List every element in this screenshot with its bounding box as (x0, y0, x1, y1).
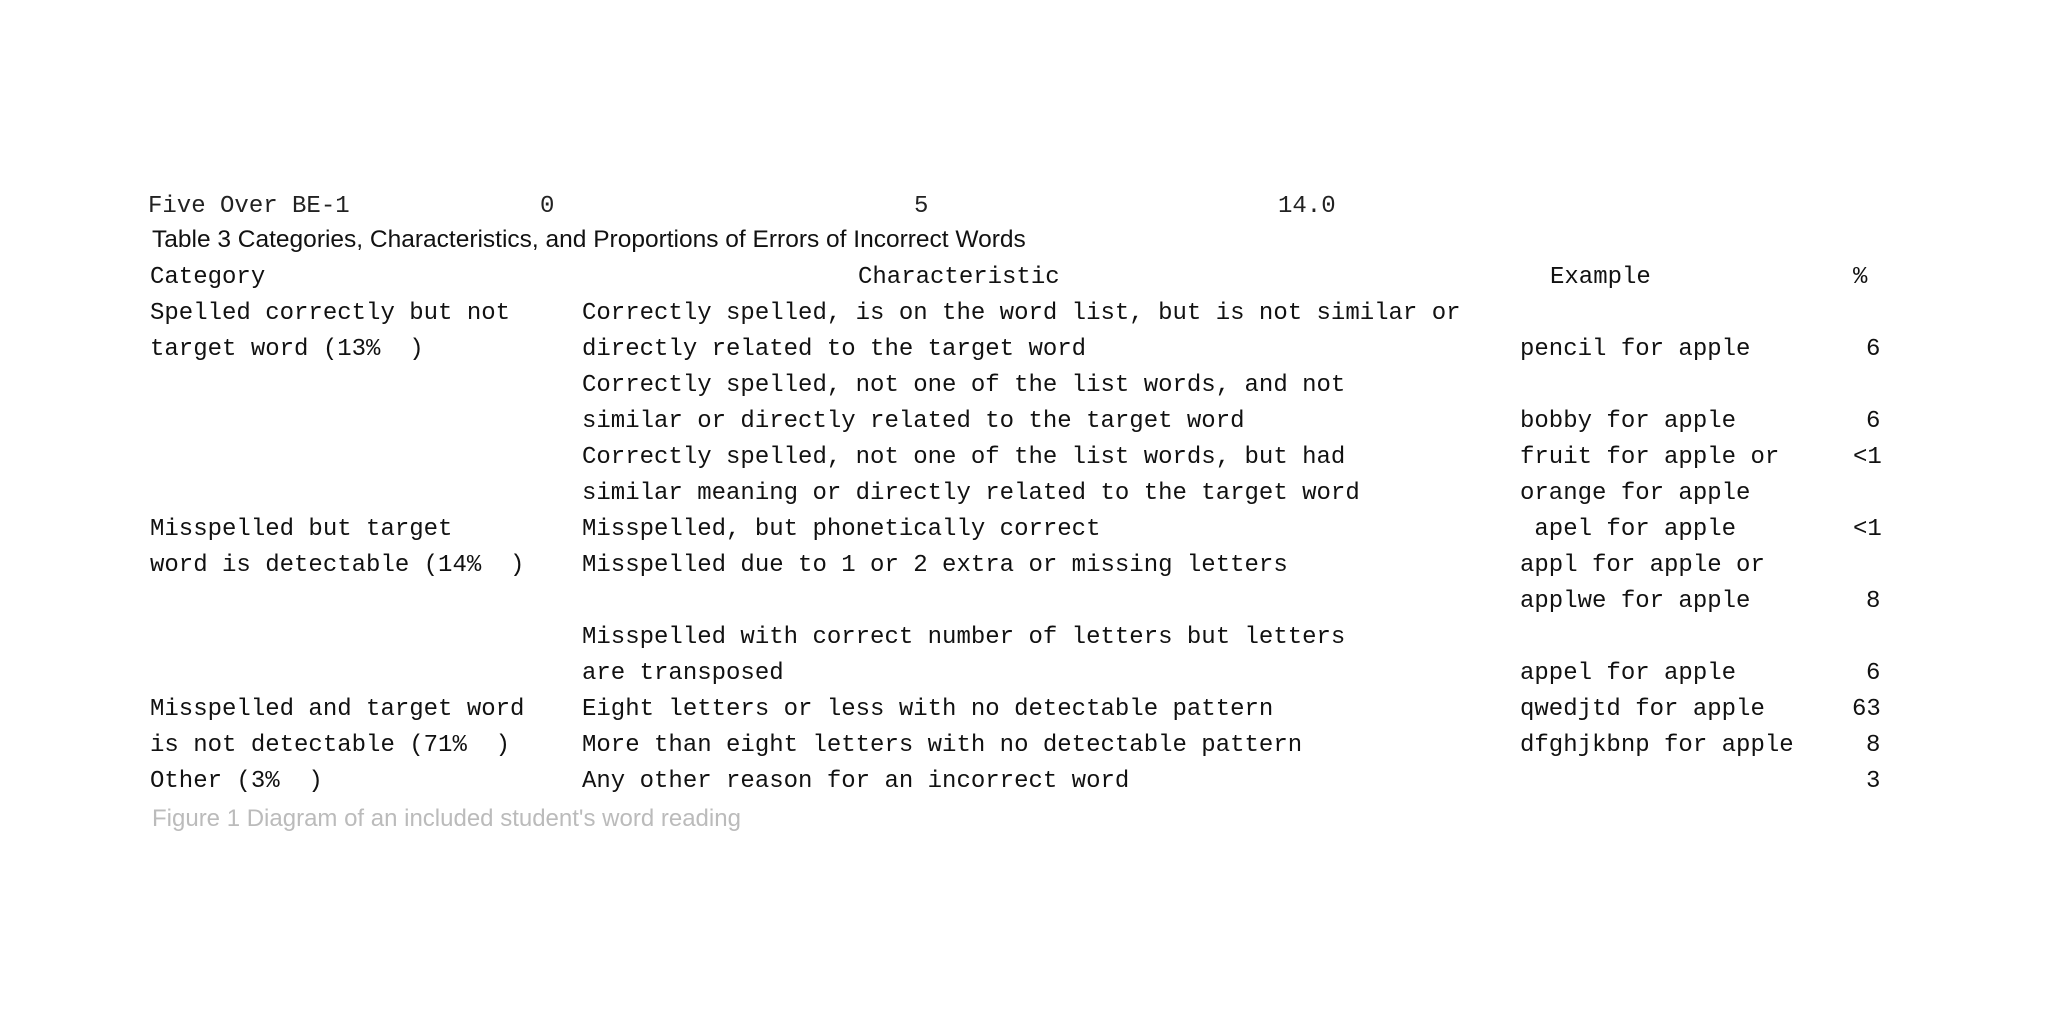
percent-cell: 63 (1852, 696, 1881, 723)
cutoff-cell-label: Five Over BE-1 (148, 193, 350, 220)
cutoff-cell-value: 0 (540, 193, 555, 220)
characteristic-cell: Correctly spelled, not one of the list words, but had (582, 444, 1346, 471)
table-caption: Table 3 Categories, Characteristics, and Proportions of Errors of Incorrect Words (152, 226, 1026, 253)
example-cell: appl for apple or (1520, 552, 1765, 579)
cutoff-cell-value: 14.0 (1278, 193, 1336, 220)
percent-cell: 3 (1866, 768, 1881, 795)
header-percent: % (1853, 264, 1868, 291)
characteristic-cell: Eight letters or less with no detectable pattern (582, 696, 1274, 723)
example-cell: applwe for apple (1520, 588, 1751, 615)
percent-cell: 8 (1866, 732, 1881, 759)
characteristic-cell: are transposed (582, 660, 784, 687)
percent-cell: <1 (1853, 444, 1882, 471)
characteristic-cell: Any other reason for an incorrect word (582, 768, 1130, 795)
percent-cell: <1 (1853, 516, 1882, 543)
example-cell: appel for apple (1520, 660, 1737, 687)
header-example: Example (1550, 264, 1651, 291)
cutoff-cell-value: 5 (914, 193, 929, 220)
example-cell: pencil for apple (1520, 336, 1751, 363)
characteristic-cell: Misspelled, but phonetically correct (582, 516, 1101, 543)
category-cell: Other (3% ) (150, 768, 323, 795)
example-cell: fruit for apple or (1520, 444, 1780, 471)
example-cell: dfghjkbnp for apple (1520, 732, 1794, 759)
category-cell: target word (13% ) (150, 336, 424, 363)
category-cell: is not detectable (71% ) (150, 732, 511, 759)
percent-cell: 6 (1866, 336, 1881, 363)
characteristic-cell: Correctly spelled, not one of the list words, and not (582, 372, 1346, 399)
example-cell: apel for apple (1520, 516, 1737, 543)
category-cell: Misspelled and target word (150, 696, 525, 723)
category-cell: Misspelled but target (150, 516, 453, 543)
characteristic-cell: Misspelled with correct number of letters but letters (582, 624, 1346, 651)
percent-cell: 8 (1866, 588, 1881, 615)
category-cell: word is detectable (14% ) (150, 552, 525, 579)
characteristic-cell: directly related to the target word (582, 336, 1087, 363)
cutoff-next-caption (148, 804, 1448, 832)
characteristic-cell: similar or directly related to the target word (582, 408, 1245, 435)
characteristic-cell: similar meaning or directly related to the target word (582, 480, 1360, 507)
header-characteristic: Characteristic (858, 264, 1060, 291)
cutoff-previous-row (148, 192, 1448, 220)
category-cell: Spelled correctly but not (150, 300, 511, 327)
percent-cell: 6 (1866, 660, 1881, 687)
characteristic-cell: Misspelled due to 1 or 2 extra or missing letters (582, 552, 1288, 579)
percent-cell: 6 (1866, 408, 1881, 435)
example-cell: qwedjtd for apple (1520, 696, 1765, 723)
cutoff-caption-text: Figure 1 Diagram of an included student's word reading (152, 805, 741, 832)
example-cell: bobby for apple (1520, 408, 1737, 435)
characteristic-cell: More than eight letters with no detectable pattern (582, 732, 1303, 759)
example-cell: orange for apple (1520, 480, 1751, 507)
header-category: Category (150, 264, 266, 291)
characteristic-cell: Correctly spelled, is on the word list, but is not similar or (582, 300, 1461, 327)
